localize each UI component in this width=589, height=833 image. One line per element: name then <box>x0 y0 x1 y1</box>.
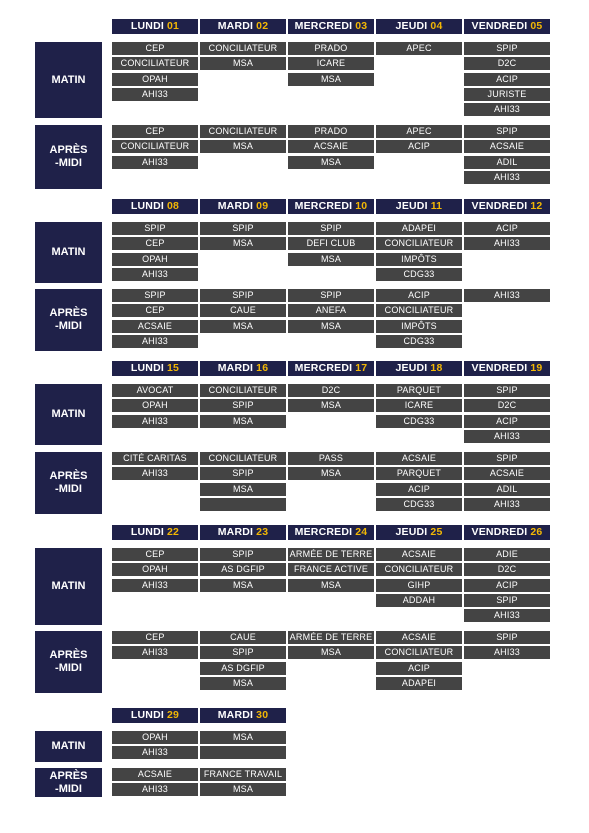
service-cell: ACIP <box>376 289 462 302</box>
service-cell: CONCILIATEUR <box>376 237 462 250</box>
day-number: 18 <box>430 362 443 374</box>
day-header <box>288 525 374 540</box>
service-cell: SPIP <box>200 467 286 480</box>
service-cell: SPIP <box>464 125 550 138</box>
day-header <box>112 525 198 540</box>
day-number: 26 <box>530 526 543 538</box>
service-cell: ACIP <box>464 415 550 428</box>
service-cell: AHI33 <box>464 498 550 511</box>
day-header <box>376 525 462 540</box>
day-name: MARDI <box>217 200 254 212</box>
service-cell: SPIP <box>464 594 550 607</box>
service-cell: ACSAIE <box>376 548 462 561</box>
service-cell: CONCILIATEUR <box>200 452 286 465</box>
day-number: 05 <box>530 20 543 32</box>
service-cell: CAUE <box>200 631 286 644</box>
service-cell: AHI33 <box>464 103 550 116</box>
service-cell: AS DGFIP <box>200 662 286 675</box>
service-cell: APEC <box>376 42 462 55</box>
service-cell: CONCILIATEUR <box>376 563 462 576</box>
service-cell: MSA <box>200 140 286 153</box>
day-number: 16 <box>256 362 269 374</box>
service-cell: MSA <box>200 731 286 744</box>
service-cell: AHI33 <box>464 289 550 302</box>
service-cell: SPIP <box>464 452 550 465</box>
morning-label: MATIN <box>35 42 102 118</box>
day-number: 17 <box>355 362 368 374</box>
day-header <box>112 199 198 214</box>
day-name: VENDREDI <box>471 526 528 538</box>
service-cell: CONCILIATEUR <box>200 42 286 55</box>
service-cell: AHI33 <box>464 609 550 622</box>
service-cell: AHI33 <box>112 746 198 759</box>
day-number: 11 <box>430 200 443 212</box>
day-header <box>200 525 286 540</box>
service-cell: MSA <box>200 483 286 496</box>
day-header <box>376 19 462 34</box>
service-cell: PASS <box>288 452 374 465</box>
day-number: 09 <box>256 200 269 212</box>
day-name: MERCREDI <box>294 362 353 374</box>
service-cell: CITÉ CARITAS <box>112 452 198 465</box>
service-cell: MSA <box>200 320 286 333</box>
service-cell: OPAH <box>112 73 198 86</box>
day-name: MERCREDI <box>294 526 353 538</box>
day-name: MARDI <box>217 709 254 721</box>
day-name: MARDI <box>217 362 254 374</box>
day-name: VENDREDI <box>471 20 528 32</box>
day-header <box>464 361 550 376</box>
service-cell: D2C <box>464 57 550 70</box>
afternoon-label: APRÈS -MIDI <box>35 125 102 189</box>
service-cell: SPIP <box>200 222 286 235</box>
afternoon-label: APRÈS -MIDI <box>35 768 102 797</box>
service-cell: ADIL <box>464 156 550 169</box>
service-cell: SPIP <box>288 222 374 235</box>
morning-label: MATIN <box>35 222 102 283</box>
day-number: 02 <box>256 20 269 32</box>
service-cell: OPAH <box>112 399 198 412</box>
day-number: 30 <box>256 709 269 721</box>
morning-label: MATIN <box>35 548 102 625</box>
service-cell: PARQUET <box>376 384 462 397</box>
morning-label: MATIN <box>35 731 102 762</box>
service-cell: CONCILIATEUR <box>200 384 286 397</box>
day-name: MARDI <box>217 526 254 538</box>
service-cell: CEP <box>112 548 198 561</box>
day-header <box>200 199 286 214</box>
day-name: JEUDI <box>395 200 428 212</box>
service-cell: PRADO <box>288 125 374 138</box>
service-cell: CONCILIATEUR <box>112 57 198 70</box>
service-cell: MSA <box>200 57 286 70</box>
morning-label: MATIN <box>35 384 102 445</box>
service-cell: JURISTE <box>464 88 550 101</box>
afternoon-label: APRÈS -MIDI <box>35 452 102 514</box>
service-cell: ACIP <box>464 73 550 86</box>
service-cell: CONCILIATEUR <box>200 125 286 138</box>
service-cell: AHI33 <box>112 646 198 659</box>
day-header <box>464 525 550 540</box>
day-name: VENDREDI <box>471 200 528 212</box>
service-cell: ACIP <box>376 140 462 153</box>
service-cell: ACSAIE <box>112 768 198 781</box>
day-name: JEUDI <box>395 20 428 32</box>
service-cell: CDG33 <box>376 335 462 348</box>
service-cell: AHI33 <box>112 156 198 169</box>
day-header <box>112 708 198 723</box>
day-number: 29 <box>167 709 180 721</box>
day-name: JEUDI <box>395 526 428 538</box>
day-name: LUNDI <box>130 709 164 721</box>
service-cell: MSA <box>200 783 286 796</box>
day-number: 03 <box>355 20 368 32</box>
service-cell: ADDAH <box>376 594 462 607</box>
service-cell: SPIP <box>200 646 286 659</box>
service-cell: AS DGFIP <box>200 563 286 576</box>
day-number: 19 <box>530 362 543 374</box>
service-cell: SPIP <box>112 222 198 235</box>
service-cell: SPIP <box>288 289 374 302</box>
service-cell: ICARE <box>376 399 462 412</box>
service-cell: MSA <box>288 320 374 333</box>
service-cell: ACSAIE <box>376 452 462 465</box>
service-cell: AHI33 <box>112 783 198 796</box>
service-cell: MSA <box>200 677 286 690</box>
service-cell <box>200 746 286 759</box>
service-cell: AHI33 <box>464 237 550 250</box>
service-cell: ACIP <box>376 483 462 496</box>
service-cell: MSA <box>288 156 374 169</box>
service-cell: OPAH <box>112 253 198 266</box>
afternoon-label: APRÈS -MIDI <box>35 289 102 351</box>
service-cell <box>200 498 286 511</box>
service-cell: PARQUET <box>376 467 462 480</box>
service-cell: ACSAIE <box>112 320 198 333</box>
service-cell: MSA <box>288 73 374 86</box>
day-name: JEUDI <box>395 362 428 374</box>
service-cell: PRADO <box>288 42 374 55</box>
service-cell: CAUE <box>200 304 286 317</box>
day-number: 25 <box>430 526 443 538</box>
service-cell: CDG33 <box>376 268 462 281</box>
service-cell: ADAPEI <box>376 677 462 690</box>
service-cell: ACSAIE <box>288 140 374 153</box>
service-cell: ACIP <box>464 222 550 235</box>
service-cell: CEP <box>112 304 198 317</box>
day-header <box>376 199 462 214</box>
day-header <box>200 708 286 723</box>
day-number: 10 <box>355 200 368 212</box>
service-cell: SPIP <box>464 384 550 397</box>
service-cell: FRANCE ACTIVE <box>288 563 374 576</box>
service-cell: D2C <box>464 563 550 576</box>
service-cell: DEFI CLUB <box>288 237 374 250</box>
day-name: LUNDI <box>130 526 164 538</box>
service-cell: MSA <box>200 579 286 592</box>
service-cell: GIHP <box>376 579 462 592</box>
service-cell: AHI33 <box>112 467 198 480</box>
day-name: MERCREDI <box>294 200 353 212</box>
service-cell: D2C <box>288 384 374 397</box>
day-header <box>464 199 550 214</box>
service-cell: AHI33 <box>112 415 198 428</box>
day-name: LUNDI <box>130 362 164 374</box>
day-header <box>288 361 374 376</box>
day-name: VENDREDI <box>471 362 528 374</box>
service-cell: MSA <box>288 253 374 266</box>
day-header <box>200 19 286 34</box>
service-cell: CEP <box>112 237 198 250</box>
service-cell: CEP <box>112 42 198 55</box>
service-cell: ICARE <box>288 57 374 70</box>
day-header <box>112 361 198 376</box>
service-cell: SPIP <box>464 631 550 644</box>
service-cell: AHI33 <box>464 646 550 659</box>
service-cell: MSA <box>288 579 374 592</box>
day-header <box>112 19 198 34</box>
service-cell: ACIP <box>464 579 550 592</box>
service-cell: ACSAIE <box>376 631 462 644</box>
service-cell: ACSAIE <box>464 467 550 480</box>
service-cell: ACSAIE <box>464 140 550 153</box>
service-cell: AHI33 <box>464 171 550 184</box>
service-cell: SPIP <box>200 289 286 302</box>
service-cell: AHI33 <box>112 88 198 101</box>
day-number: 22 <box>167 526 180 538</box>
day-header <box>288 199 374 214</box>
service-cell: CONCILIATEUR <box>376 304 462 317</box>
service-cell: AHI33 <box>464 430 550 443</box>
service-cell: IMPÔTS <box>376 320 462 333</box>
service-cell: ARMÉE DE TERRE <box>289 549 373 559</box>
day-number: 15 <box>167 362 180 374</box>
service-cell: FRANCE TRAVAIL <box>200 768 286 781</box>
service-cell: ARMÉE DE TERRE <box>289 632 373 642</box>
service-cell: APEC <box>376 125 462 138</box>
day-number: 24 <box>355 526 368 538</box>
day-header <box>376 361 462 376</box>
service-cell: SPIP <box>200 548 286 561</box>
day-header <box>200 361 286 376</box>
service-cell: SPIP <box>112 289 198 302</box>
day-number: 12 <box>530 200 543 212</box>
service-cell: AVOCAT <box>112 384 198 397</box>
service-cell: ADIL <box>464 483 550 496</box>
service-cell: ANEFA <box>288 304 374 317</box>
service-cell: D2C <box>464 399 550 412</box>
service-cell: CDG33 <box>376 415 462 428</box>
afternoon-label: APRÈS -MIDI <box>35 631 102 693</box>
day-header <box>464 19 550 34</box>
service-cell: AHI33 <box>112 335 198 348</box>
service-cell: ACIP <box>376 662 462 675</box>
day-name: MERCREDI <box>294 20 353 32</box>
service-cell: MSA <box>200 237 286 250</box>
service-cell: MSA <box>288 399 374 412</box>
service-cell: CDG33 <box>376 498 462 511</box>
day-number: 23 <box>256 526 269 538</box>
day-header <box>288 19 374 34</box>
day-name: LUNDI <box>130 20 164 32</box>
service-cell: OPAH <box>112 731 198 744</box>
service-cell: MSA <box>200 415 286 428</box>
service-cell: MSA <box>288 467 374 480</box>
service-cell: ADAPEI <box>376 222 462 235</box>
service-cell: SPIP <box>200 399 286 412</box>
day-name: LUNDI <box>130 200 164 212</box>
day-number: 04 <box>430 20 443 32</box>
service-cell: MSA <box>288 646 374 659</box>
service-cell: CEP <box>112 631 198 644</box>
service-cell: IMPÔTS <box>376 253 462 266</box>
service-cell: SPIP <box>464 42 550 55</box>
service-cell: AHI33 <box>112 579 198 592</box>
service-cell: OPAH <box>112 563 198 576</box>
service-cell: CEP <box>112 125 198 138</box>
service-cell: ADIE <box>464 548 550 561</box>
day-number: 08 <box>167 200 180 212</box>
day-number: 01 <box>167 20 180 32</box>
service-cell: CONCILIATEUR <box>376 646 462 659</box>
service-cell: AHI33 <box>112 268 198 281</box>
service-cell: CONCILIATEUR <box>112 140 198 153</box>
day-name: MARDI <box>217 20 254 32</box>
